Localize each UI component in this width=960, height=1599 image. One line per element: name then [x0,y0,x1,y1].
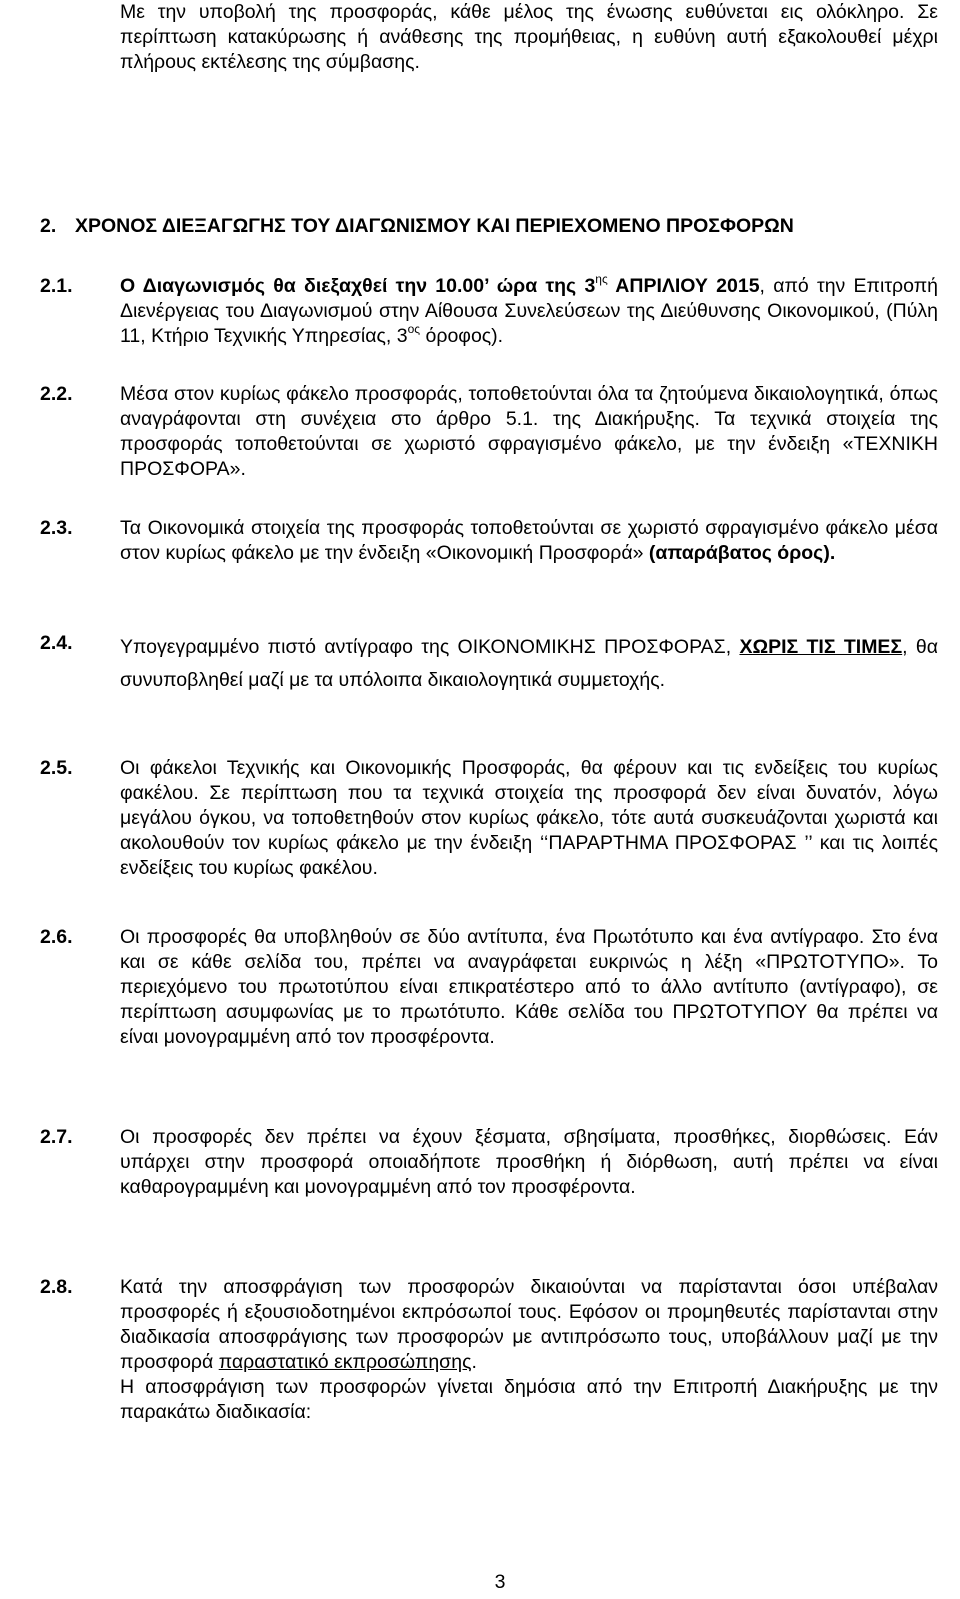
clause-body-text: Τα Οικονομικά στοιχεία της προσφοράς τοποθετούνται σε χωριστό σφραγισμένο φάκελο μέσα στον κυρίως φάκελο με την ένδειξη «Οικονομική Προσφορά» [120,517,938,564]
clause-2-7 [40,1125,938,1200]
page-number: 3 [494,1571,506,1593]
clause-2-3 [40,516,938,566]
clause-text-continued: Η αποσφράγιση των προσφορών γίνεται δημόσια από την Επιτροπή Διακήρυξης με την παρακάτω διαδικασία: [120,1376,938,1423]
section-number: 2. [40,215,57,237]
clause-2-2 [40,382,938,482]
clause-bold-note: (απαράβατος όρος). [648,542,836,564]
clause-2-1 [40,271,939,349]
clause-number: 2.1. [40,275,73,297]
intro-paragraph: Με την υποβολή της προσφοράς, κάθε μέλος της ένωσης ευθύνεται εις ολόκληρο. Σε περίπτωση κατακύρωσης ή ανάθεσης της προμήθειας, η ευθύνη αυτή εξακολουθεί μέχρι πλήρους εκτέλεσης της σύμβασης. [120,1,938,73]
clause-bold-underline: ΧΩΡΙΣ ΤΙΣ ΤΙΜΕΣ [739,636,903,658]
clause-text: Οι φάκελοι Τεχνικής και Οικονομικής Προσφοράς, θα φέρουν και τις ενδείξεις του κυρίως φακέλου. Σε περίπτωση που τα τεχνικά στοιχεία της προσφορά δεν είναι δυνατόν, λόγω μεγάλου όγκου, να τοποθετηθούν στον κυρίως φάκελο, τότε αυτά συσκευάζονται χωριστά και ακολουθούν τον κυρίως φάκελο με την ένδειξη ‘‘ΠΑΡΑΡΤΗΜΑ ΠΡΟΣΦΟΡΑΣ ’’ και τις λοιπές ενδείξεις του κυρίως φακέλου. [120,757,938,879]
clause-number: 2.6. [40,926,73,948]
ordinal-superscript: ης [595,271,608,286]
clause-number: 2.7. [40,1126,73,1148]
clause-text [120,516,938,566]
clause-text [120,1275,938,1375]
clause-2-5 [40,756,938,881]
clause-text [120,271,939,349]
clause-body-text: , από την Επιτροπή Διενέργειας του Διαγωνισμού στην Αίθουσα Συνελεύσεων της Διεύθυνσης Οικονομικού, (Πύλη 11, Κτήριο Τεχνικής Υπηρεσίας, 3 [120,275,939,347]
clause-number: 2.5. [40,757,73,779]
section-heading [40,214,940,239]
clause-body-tail: όροφος). [420,325,504,347]
clause-number: 2.3. [40,517,73,539]
clause-body-text: Κατά την αποσφράγιση των προσφορών δικαιούνται να παρίστανται όσοι υπέβαλαν προσφορές ή εξουσιοδοτημένοι εκπρόσωποί τους. Εφόσον οι προμηθευτές παρίστανται στην διαδικασία αποσφράγισης των προσφορών με αντιπρόσωπο τους, υποβάλλουν μαζί με την προσφορά [120,1276,938,1373]
clause-bold-date: ΑΠΡΙΛΙΟΥ 2015 [607,275,760,297]
clause-underline: , [902,636,908,658]
clause-body-tail: . [471,1351,477,1373]
clause-number: 2.4. [40,632,73,654]
clause-bold-text: Ο Διαγωνισμός θα διεξαχθεί την 10.00’ ώρα της 3 [120,275,596,297]
clause-body-text: Υπογεγραμμένο πιστό αντίγραφο της ΟΙΚΟΝΟΜΙΚΗΣ ΠΡΟΣΦΟΡΑΣ, [120,636,740,658]
section-title: ΧΡΟΝΟΣ ΔΙΕΞΑΓΩΓΗΣ ΤΟΥ ΔΙΑΓΩΝΙΣΜΟΥ ΚΑΙ ΠΕΡΙΕΧΟΜΕΝΟ ΠΡΟΣΦΟΡΩΝ [75,215,794,237]
clause-number: 2.8. [40,1276,73,1298]
clause-text: Οι προσφορές θα υποβληθούν σε δύο αντίτυπα, ένα Πρωτότυπο και ένα αντίγραφο. Στο ένα και σε κάθε σελίδα του, πρέπει να αναγράφεται ευκρινώς η λέξη «ΠΡΩΤΟΤΥΠΟ». Το περιεχόμενο του πρωτοτύπου είναι επικρατέστερο από το άλλο αντίτυπο (αντίγραφο), σε περίπτωση ασυμφωνίας με το πρωτότυπο. Κάθε σελίδα του ΠΡΩΤΟΤΥΠΟΥ θα πρέπει να είναι μονογραμμένη από τον προσφέροντα. [120,926,938,1048]
clause-body-tail: θα συνυποβληθεί μαζί με τα υπόλοιπα δικαιολογητικά συμμετοχής. [120,636,939,691]
clause-text: Οι προσφορές δεν πρέπει να έχουν ξέσματα, σβησίματα, προσθήκες, διορθώσεις. Εάν υπάρχει στην προσφορά οποιαδήποτε προσθήκη ή διόρθωση, αυτή πρέπει να είναι καθαρογραμμένη και μονογραμμένη από τον προσφέροντα. [120,1126,938,1198]
ordinal-superscript: ος [407,321,421,336]
clause-2-6 [40,925,938,1050]
clause-text: Μέσα στον κυρίως φάκελο προσφοράς, τοποθετούνται όλα τα ζητούμενα δικαιολογητικά, όπως αναγράφονται στη συνέχεια στο άρθρο 5.1. της Διακήρυξης. Τα τεχνικά στοιχεία της προσφοράς τοποθετούνται σε χωριστό σφραγισμένο φάκελο, με την ένδειξη «ΤΕΧΝΙΚΗ ΠΡΟΣΦΟΡΑ». [120,383,938,480]
clause-underline: παραστατικό εκπροσώπησης [218,1351,472,1373]
clause-2-8 [40,1275,938,1425]
clause-2-4 [40,631,939,697]
clause-number: 2.2. [40,383,73,405]
clause-text [120,631,938,697]
